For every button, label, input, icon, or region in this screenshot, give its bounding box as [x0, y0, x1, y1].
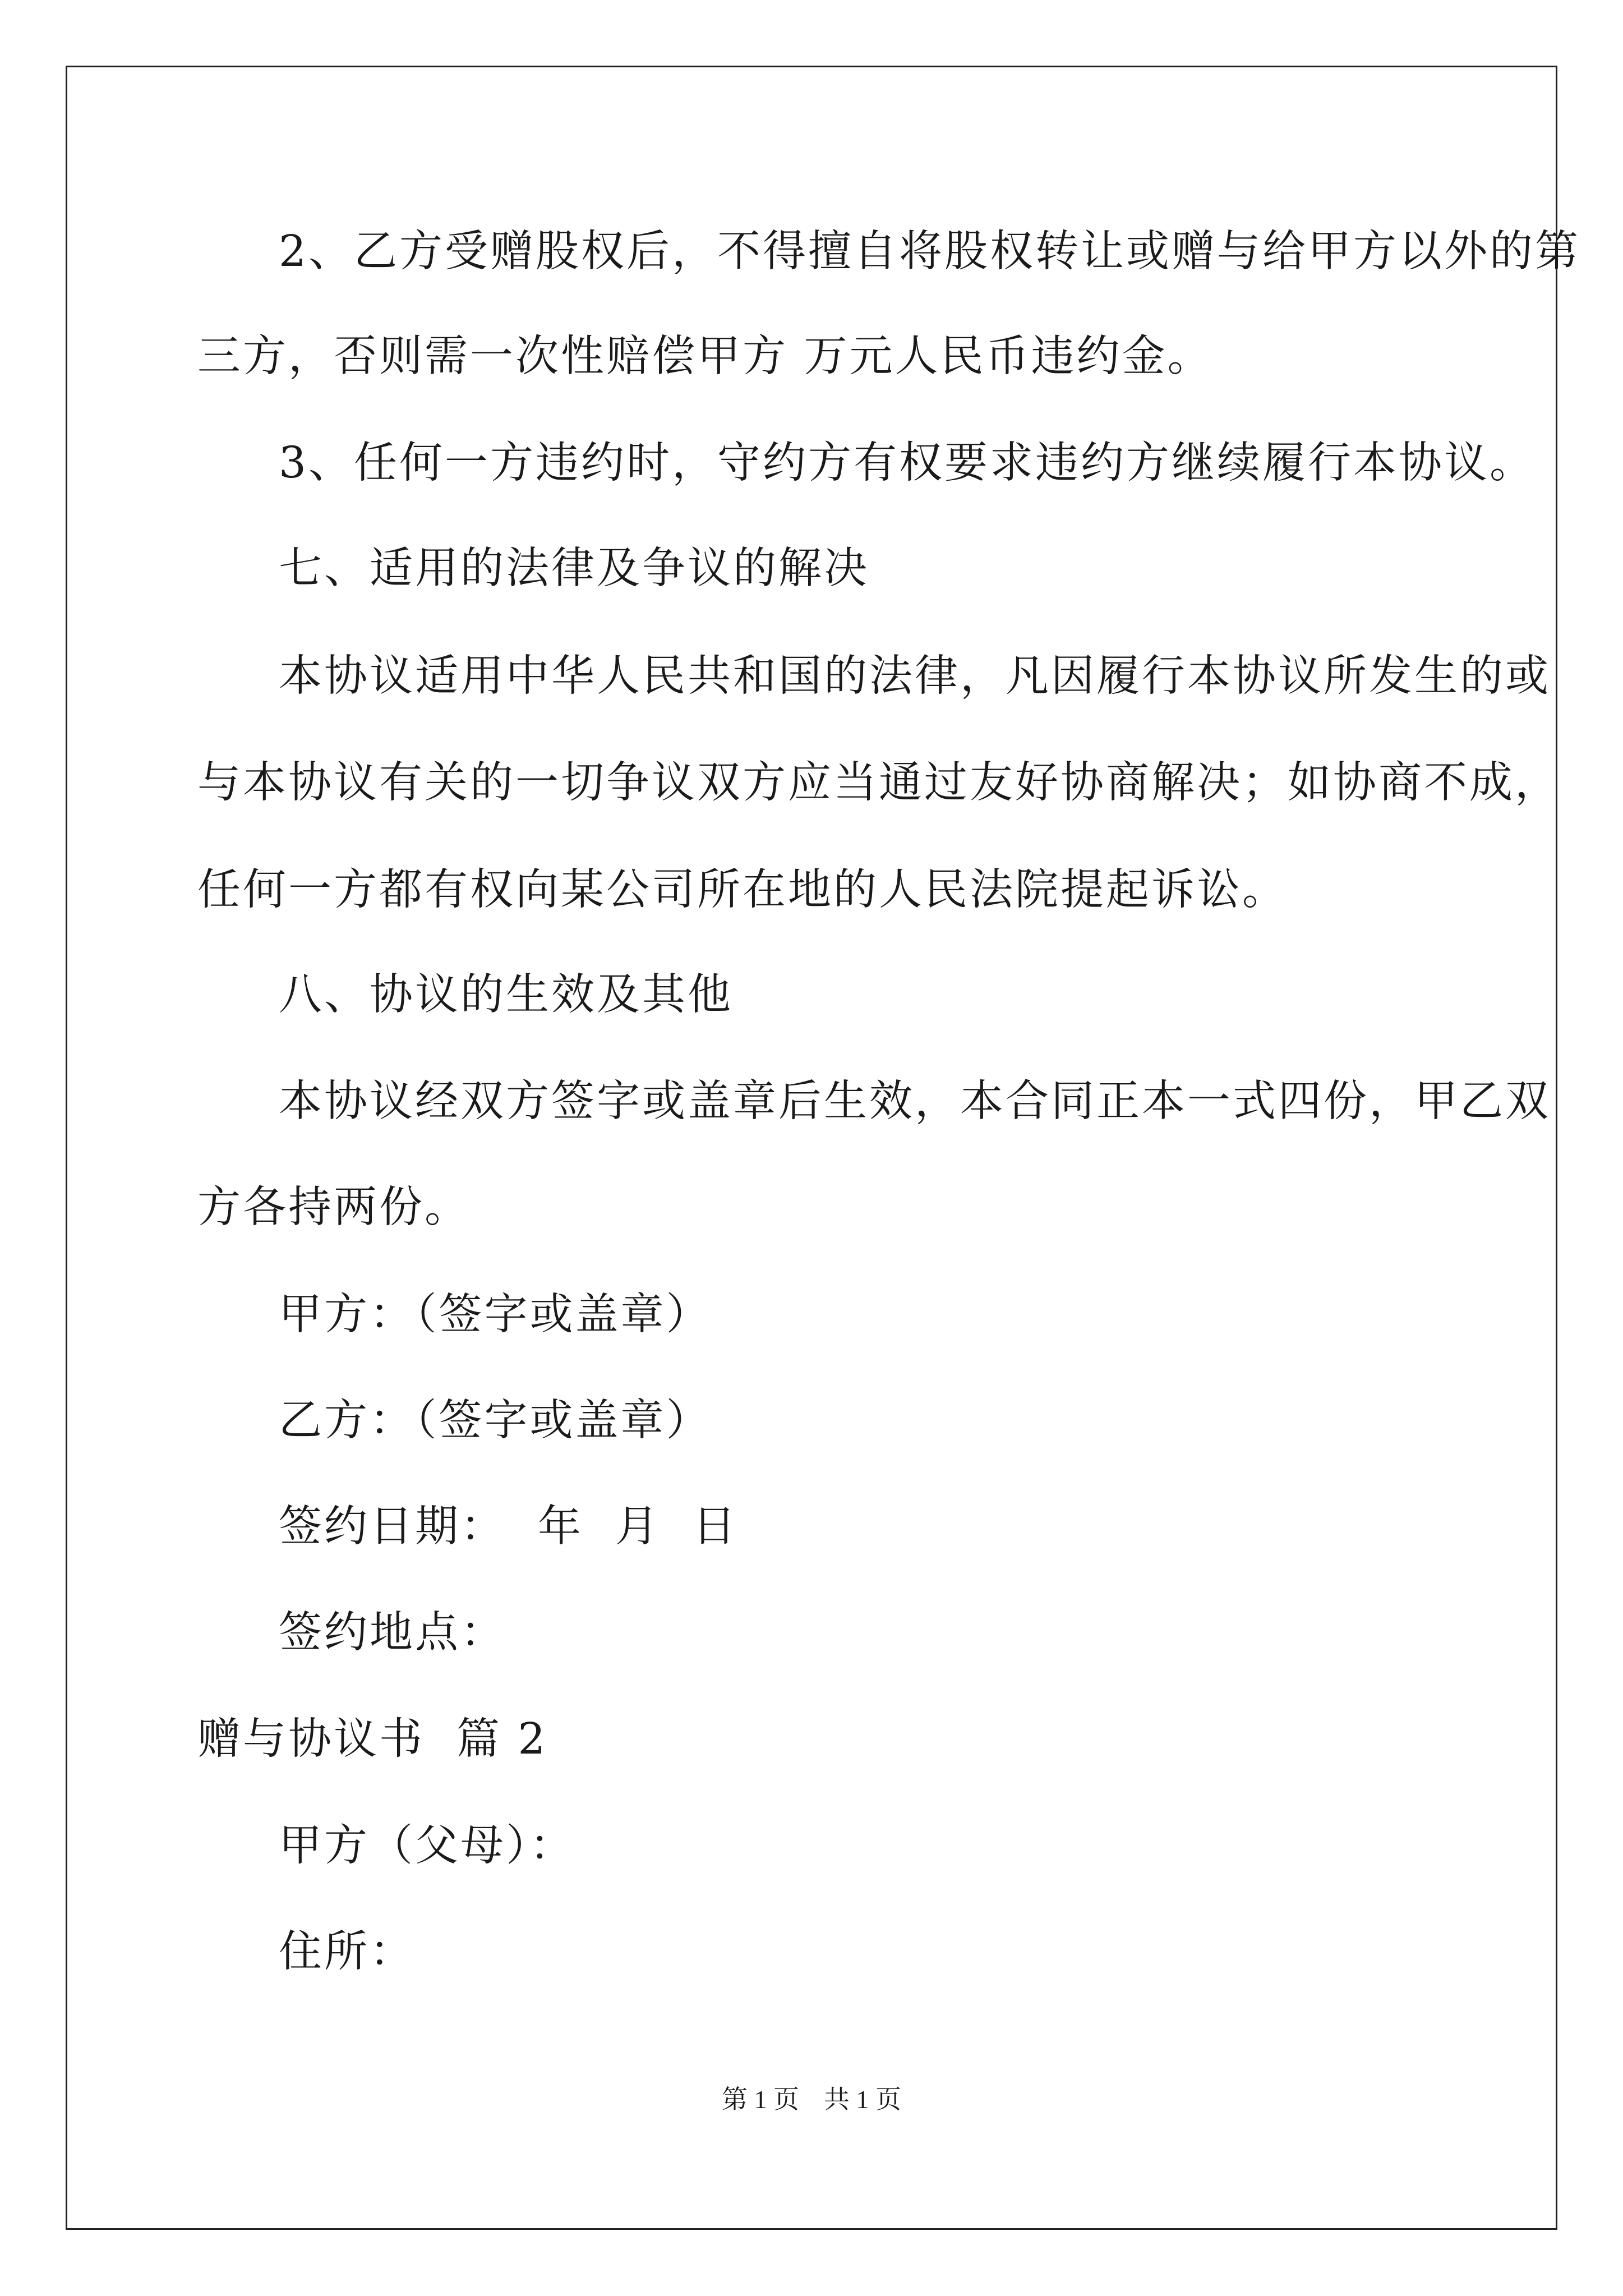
document-2-title: 赠与协议书 篇 2	[197, 1714, 548, 1764]
page-total: 共 1 页	[824, 2085, 901, 2114]
section-8-line-1: 本协议经双方签字或盖章后生效，本合同正本一式四份，甲乙双	[279, 1076, 1551, 1126]
section-8-heading: 八、协议的生效及其他	[279, 970, 733, 1020]
party-a-parents: 甲方（父母）：	[279, 1821, 575, 1871]
clause-2-line-2: 三方，否则需一次性赔偿甲方 万元人民币违约金。	[197, 332, 1213, 381]
section-7-line-3: 任何一方都有权向某公司所在地的人民法院提起诉讼。	[197, 865, 1288, 915]
section-7-line-2: 与本协议有关的一切争议双方应当通过友好协商解决；如协商不成，	[197, 758, 1560, 808]
section-8-line-2: 方各持两份。	[197, 1182, 470, 1232]
page-footer	[0, 2087, 1623, 2113]
party-a-signature: 甲方：（签字或盖章）	[279, 1290, 712, 1340]
clause-2-line-1: 2、乙方受赠股权后，不得擅自将股权转让或赠与给甲方以外的第	[279, 227, 1580, 277]
section-7-heading: 七、适用的法律及争议的解决	[279, 544, 869, 593]
section-7-line-1: 本协议适用中华人民共和国的法律，凡因履行本协议所发生的或	[279, 651, 1551, 701]
signing-date: 签约日期： 年 月 日	[279, 1502, 738, 1552]
clause-3: 3、任何一方违约时，守约方有权要求违约方继续履行本协议。	[279, 438, 1535, 488]
party-b-signature: 乙方：（签字或盖章）	[279, 1396, 712, 1446]
residence-label: 住所：	[279, 1927, 415, 1977]
page-border	[66, 66, 1580, 2230]
signing-place: 签约地点：	[279, 1608, 506, 1658]
page-number: 第 1 页	[722, 2085, 799, 2114]
